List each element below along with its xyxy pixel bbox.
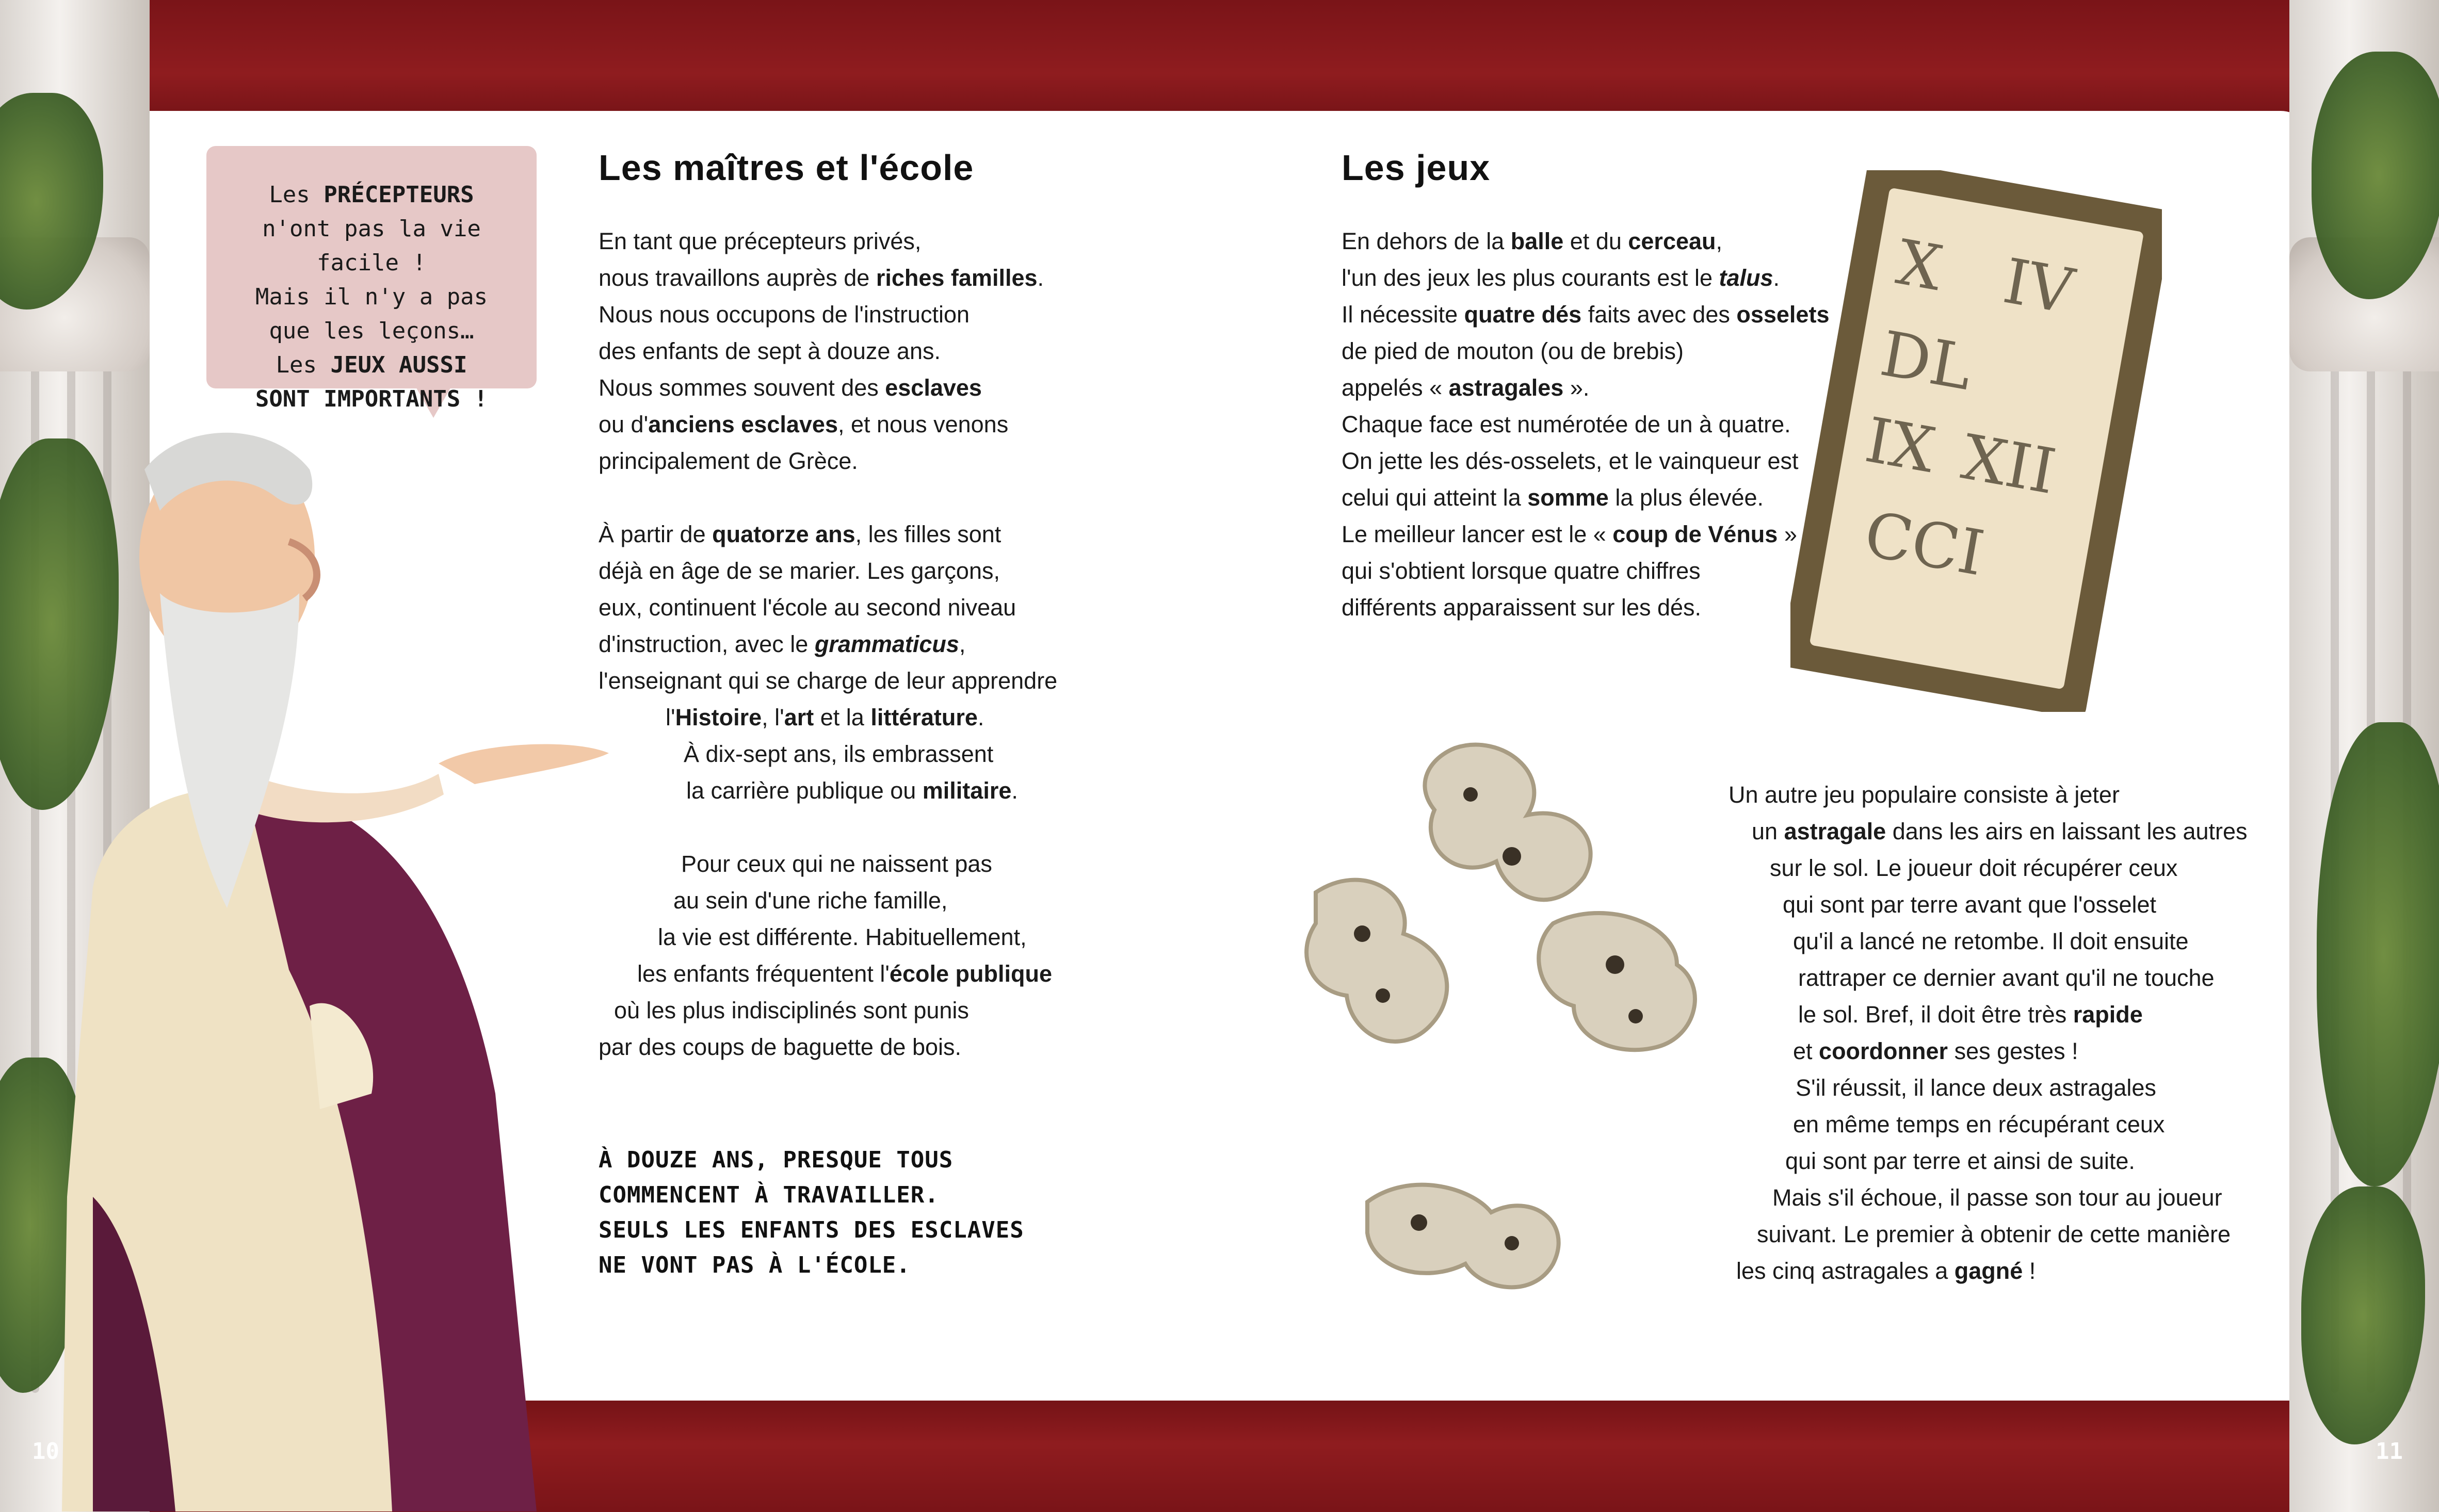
inscription-xii: XII	[1957, 421, 2061, 509]
body-line: rattraper ce dernier avant qu'il ne touche	[1798, 965, 2215, 991]
body-line: Le meilleur lancer est le « coup de Vénus »	[1342, 521, 1797, 547]
body-line: S'il réussit, il lance deux astragales	[1796, 1075, 2156, 1101]
inscription-x: X	[1891, 226, 1948, 305]
speech-bubble-line: SONT IMPORTANTS !	[255, 386, 488, 412]
body-line: Il nécessite quatre dés faits avec des osselets	[1342, 301, 1830, 328]
inscription-iv: IV	[1998, 245, 2079, 329]
body-line: ou d'anciens esclaves, et nous venons	[599, 411, 1009, 437]
body-line: Pour ceux qui ne naissent pas	[681, 851, 992, 877]
right-foliage-top	[2312, 52, 2439, 299]
body-line: le sol. Bref, il doit être très rapide	[1798, 1001, 2143, 1028]
caps-line: À DOUZE ANS, PRESQUE TOUS	[599, 1147, 954, 1173]
body-line: Mais s'il échoue, il passe son tour au joueur	[1772, 1184, 2222, 1211]
body-line: un astragale dans les airs en laissant les autres	[1752, 818, 2248, 844]
body-line: Nous nous occupons de l'instruction	[599, 301, 970, 328]
body-line: En dehors de la balle et du cerceau,	[1342, 228, 1723, 254]
wax-tablet-illustration	[1790, 170, 2162, 712]
philosopher-illustration	[31, 423, 640, 1511]
left-page-title: Les maîtres et l'école	[599, 148, 974, 188]
body-line: qui sont par terre avant que l'osselet	[1783, 891, 2157, 918]
left-page-body	[599, 223, 1166, 1065]
body-line: sur le sol. Le joueur doit récupérer ceux	[1770, 855, 2178, 881]
paragraph-gap	[599, 809, 1166, 846]
body-line: Nous sommes souvent des esclaves	[599, 375, 982, 401]
body-line: d'instruction, avec le grammaticus,	[599, 631, 966, 657]
body-line: en même temps en récupérant ceux	[1793, 1111, 2165, 1137]
body-line: Chaque face est numérotée de un à quatre.	[1342, 411, 1791, 437]
body-line: l'un des jeux les plus courants est le talus.	[1342, 265, 1780, 291]
body-line: qui s'obtient lorsque quatre chiffres	[1342, 558, 1701, 584]
body-line: appelés « astragales ».	[1342, 375, 1590, 401]
speech-bubble-line: n'ont pas la vie facile !	[262, 216, 481, 276]
page-number-left: 10	[32, 1438, 59, 1465]
body-line: eux, continuent l'école au second niveau	[599, 594, 1016, 621]
body-line: les enfants fréquentent l'école publique	[637, 961, 1052, 987]
body-line: À dix-sept ans, ils embrassent	[684, 741, 994, 767]
page-number-right: 11	[2376, 1438, 2403, 1465]
left-page-caps-note	[599, 1143, 1024, 1283]
speech-bubble-text	[222, 178, 521, 416]
body-line: À partir de quatorze ans, les filles sont	[599, 521, 1002, 547]
body-line: On jette les dés-osselets, et le vainqueur est	[1342, 448, 1799, 474]
body-line: celui qui atteint la somme la plus élevée.	[1342, 484, 1764, 511]
inscription-cci: CCI	[1859, 498, 1990, 590]
right-page-body-1	[1342, 223, 1857, 626]
pointing-hand	[439, 744, 609, 784]
body-line: différents apparaissent sur les dés.	[1342, 594, 1702, 621]
body-line: l'enseignant qui se charge de leur apprendre	[599, 668, 1058, 694]
caps-line: COMMENCENT À TRAVAILLER.	[599, 1182, 939, 1208]
body-line: par des coups de baguette de bois.	[599, 1034, 962, 1060]
knucklebones-illustration	[1285, 727, 1780, 1336]
body-line: l'Histoire, l'art et la littérature.	[666, 704, 984, 730]
speech-bubble-line: Les PRÉCEPTEURS	[269, 182, 474, 208]
knucklebone-top	[1425, 745, 1590, 900]
body-line: les cinq astragales a gagné !	[1736, 1258, 2036, 1284]
body-line: et coordonner ses gestes !	[1793, 1038, 2078, 1064]
knucklebone-left	[1306, 880, 1447, 1042]
body-line: Un autre jeu populaire consiste à jeter	[1729, 782, 2120, 808]
body-line: où les plus indisciplinés sont punis	[614, 997, 969, 1023]
inscription-dl: DL	[1875, 318, 1978, 405]
speech-bubble-line: Les JEUX AUSSI	[276, 352, 467, 378]
body-line: En tant que précepteurs privés,	[599, 228, 922, 254]
caps-line: NE VONT PAS À L'ÉCOLE.	[599, 1252, 911, 1278]
body-line: de pied de mouton (ou de brebis)	[1342, 338, 1684, 364]
body-line: au sein d'une riche famille,	[673, 887, 948, 914]
body-line: des enfants de sept à douze ans.	[599, 338, 941, 364]
body-line: la carrière publique ou militaire.	[686, 777, 1018, 804]
body-line: la vie est différente. Habituellement,	[658, 924, 1027, 950]
body-line: principalement de Grèce.	[599, 448, 858, 474]
body-line: qui sont par terre et ainsi de suite.	[1785, 1148, 2135, 1174]
inscription-ix: IX	[1860, 404, 1941, 487]
body-line: suivant. Le premier à obtenir de cette manière	[1757, 1221, 2231, 1247]
speech-bubble-line: que les leçons…	[269, 318, 474, 344]
knucklebone-bottom	[1367, 1185, 1559, 1288]
knucklebone-right	[1539, 913, 1695, 1050]
right-foliage-middle	[2317, 722, 2439, 1186]
caps-line: SEULS LES ENFANTS DES ESCLAVES	[599, 1217, 1024, 1243]
paragraph-gap	[599, 479, 1166, 516]
right-page-title: Les jeux	[1342, 148, 1491, 188]
speech-bubble-line: Mais il n'y a pas	[255, 284, 488, 310]
body-line: déjà en âge de se marier. Les garçons,	[599, 558, 1000, 584]
body-line: nous travaillons auprès de riches familles.	[599, 265, 1044, 291]
right-page-body-2	[1729, 776, 2296, 1289]
body-line: qu'il a lancé ne retombe. Il doit ensuite	[1793, 928, 2189, 954]
